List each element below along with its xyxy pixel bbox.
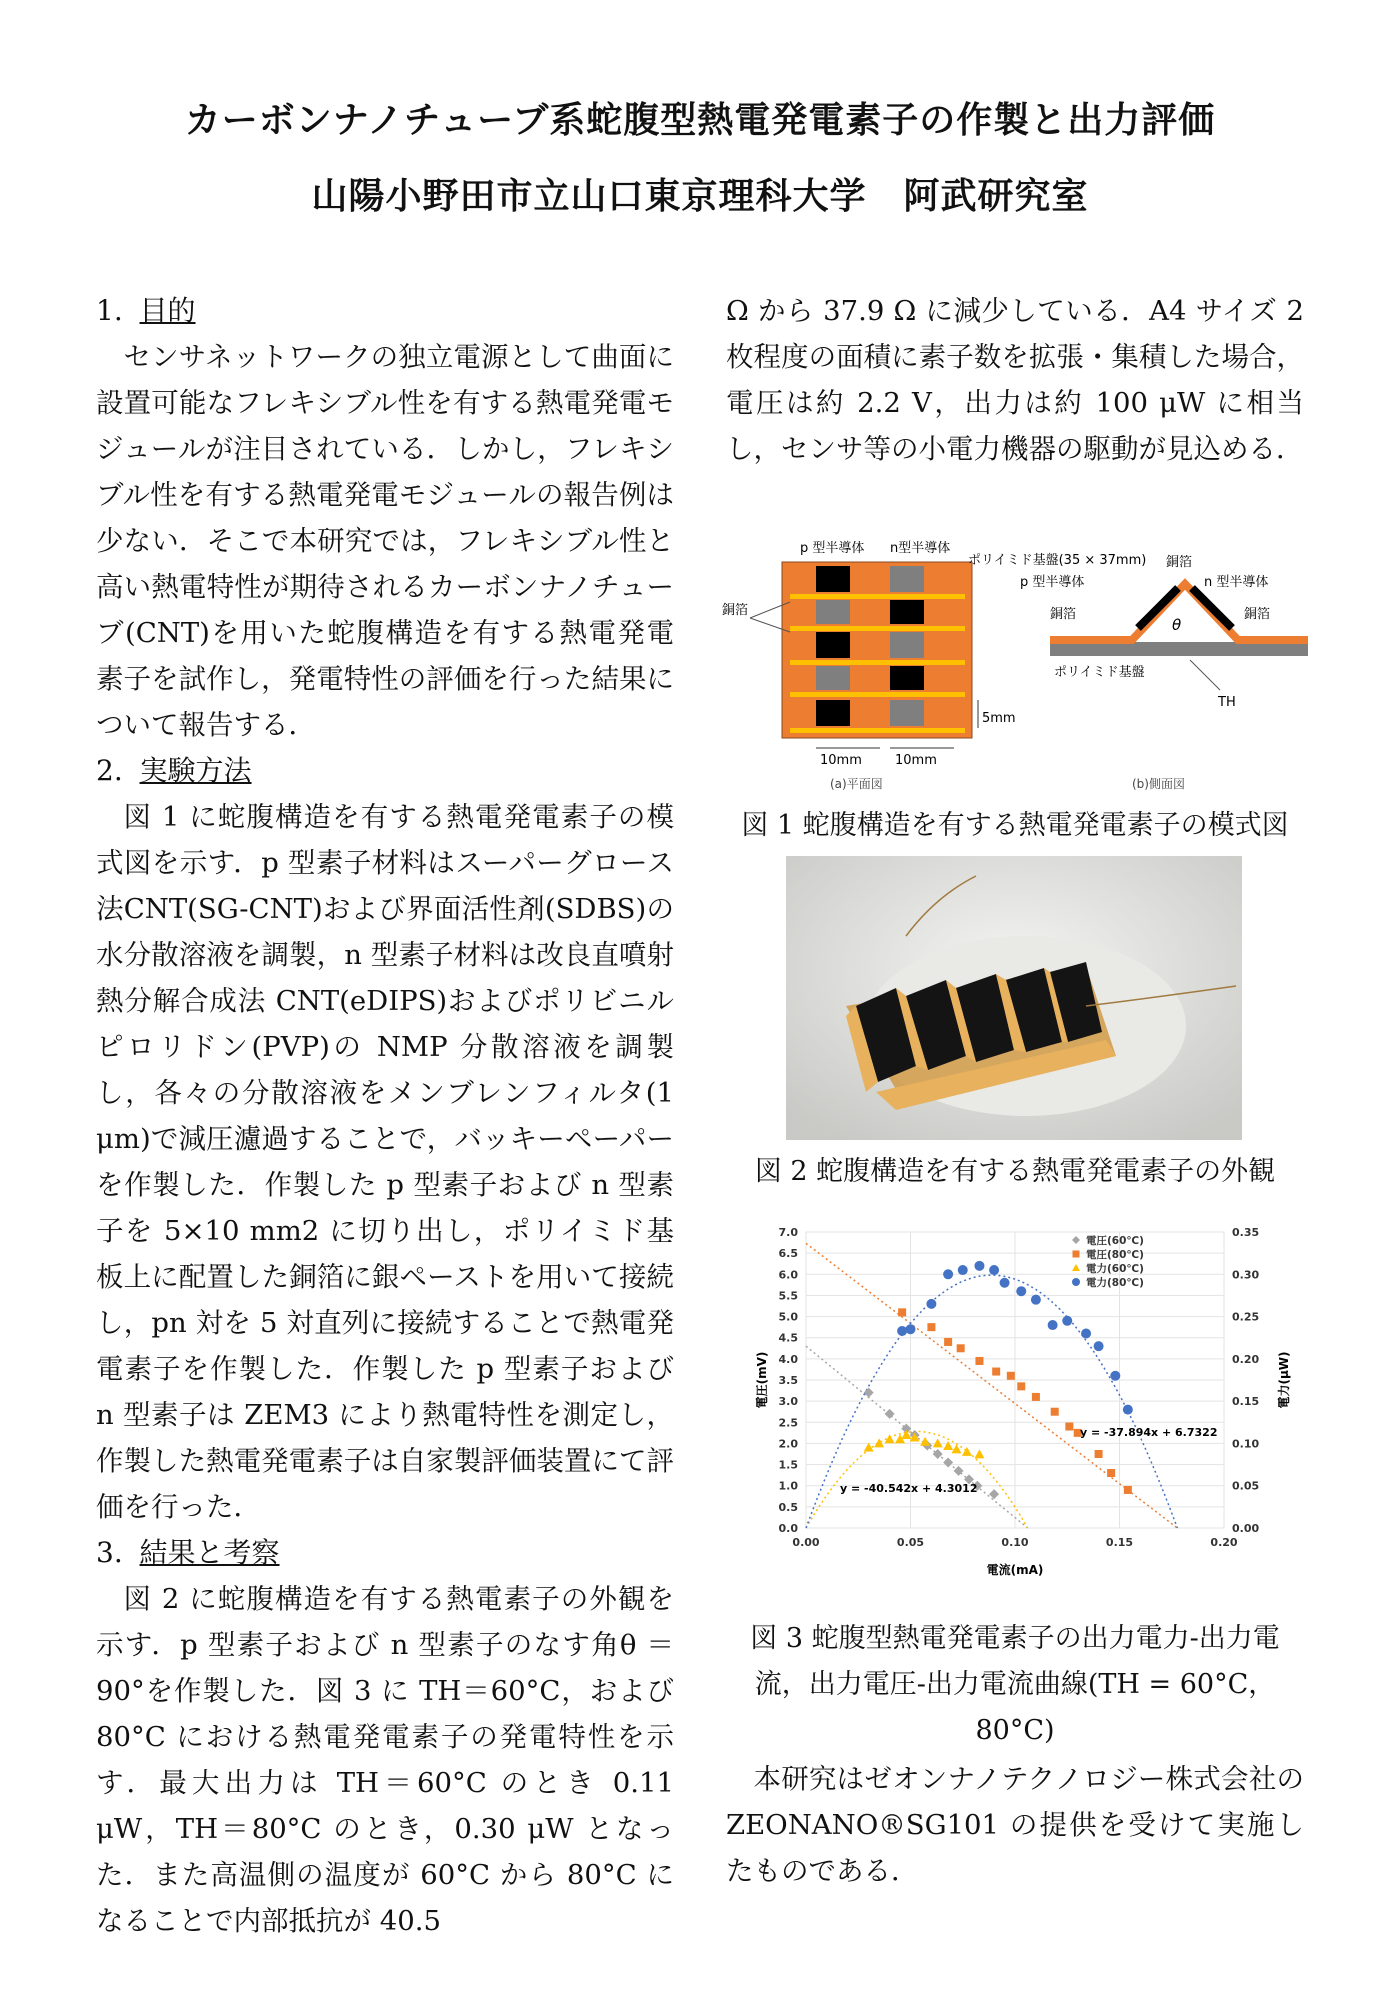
affiliation: 山陽小野田市立山口東京理科大学 阿武研究室	[311, 176, 1089, 217]
y-tick-label: 3.5	[778, 1374, 798, 1387]
data-point	[974, 1261, 984, 1271]
y2-tick-label: 0.15	[1232, 1395, 1260, 1409]
y-tick-label: 6.5	[778, 1247, 798, 1261]
data-point	[1107, 1469, 1115, 1477]
polyimide-substrate-plan	[782, 562, 972, 738]
subcaption-a: (a)平面図	[830, 777, 883, 791]
y-axis-label: 電圧(mV)	[755, 1351, 769, 1409]
data-point	[906, 1324, 916, 1334]
paper-title: カーボンナノチューブ系蛇腹型熱電発電素子の作製と出力評価	[184, 100, 1216, 141]
y-tick-label: 1.0	[778, 1479, 798, 1493]
figure2-caption: 図 2 蛇腹構造を有する熱電発電素子の外観	[754, 1156, 1276, 1187]
data-point	[943, 1441, 953, 1450]
y2-tick-label: 0.05	[1232, 1479, 1260, 1493]
y2-tick-label: 0.00	[1232, 1522, 1260, 1535]
section-heading-results: 3. 結果と考察	[96, 1536, 280, 1569]
data-point	[1123, 1405, 1133, 1415]
paragraph-acknowledgment: 本研究はゼオンナノテクノロジー株式会社の ZEONANO®SG101 の提供を受けて実施したものである．	[726, 1763, 1304, 1887]
data-point	[943, 1269, 953, 1279]
data-point	[957, 1344, 965, 1352]
section-heading-method: 2. 実験方法	[96, 754, 252, 787]
figure3-caption: 図 3 蛇腹型熱電発電素子の出力電力-出力電流，出力電圧-出力電流曲線(TH = 60°C，80°C)	[750, 1623, 1280, 1746]
data-point	[943, 1457, 953, 1467]
trendline-label: y = -37.894x + 6.7322	[1080, 1426, 1218, 1439]
data-point	[974, 1449, 984, 1458]
label-10mm-b: 10mm	[895, 753, 937, 768]
label-polyimide: ポリイミド基盤(35 × 37mm)	[968, 553, 1147, 568]
data-point	[962, 1447, 972, 1456]
figure1-diagram	[720, 522, 1310, 792]
data-point	[1124, 1486, 1132, 1494]
x-tick-label: 0.15	[1105, 1536, 1134, 1549]
data-point	[1095, 1450, 1103, 1458]
legend-marker	[1072, 1264, 1080, 1271]
y2-tick-label: 0.25	[1232, 1310, 1260, 1324]
data-point	[1062, 1316, 1072, 1326]
left-column	[96, 288, 674, 1944]
legend-marker	[1072, 1278, 1080, 1286]
data-point	[1032, 1393, 1040, 1401]
y-tick-label: 2.0	[778, 1437, 798, 1451]
x-tick-label: 0.05	[896, 1536, 925, 1549]
data-point	[951, 1444, 961, 1453]
figure1-caption: 図 1 蛇腹構造を有する熱電発電素子の模式図	[741, 810, 1289, 841]
label-p-semiconductor-side: p 型半導体	[1020, 575, 1085, 590]
x-axis-label: 電流(mA)	[986, 1563, 1044, 1577]
legend-label: 電圧(80℃)	[1086, 1249, 1144, 1261]
y-tick-label: 0.0	[778, 1522, 798, 1535]
y2-tick-label: 0.35	[1232, 1226, 1260, 1239]
data-point	[989, 1489, 999, 1499]
power-fit-curve	[806, 1432, 1028, 1529]
label-polyimide-side: ポリイミド基盤	[1054, 665, 1145, 680]
y-tick-label: 7.0	[778, 1226, 798, 1239]
data-point	[954, 1466, 964, 1476]
data-point	[885, 1409, 895, 1419]
y2-tick-label: 0.10	[1232, 1437, 1260, 1451]
data-point	[1065, 1423, 1073, 1431]
label-copper-side-right: 銅箔	[1244, 607, 1271, 622]
right-column-top	[726, 288, 1304, 472]
y-tick-label: 2.5	[778, 1416, 798, 1430]
right-column-bottom	[726, 1756, 1304, 1894]
legend-label: 電圧(60℃)	[1086, 1235, 1144, 1247]
section-heading-purpose: 1. 目的	[96, 294, 196, 327]
figure3-chart	[750, 1222, 1300, 1592]
data-point	[1081, 1328, 1091, 1338]
y-tick-label: 5.5	[778, 1289, 798, 1303]
data-point	[992, 1368, 1000, 1376]
paragraph-method: 図 1 に蛇腹構造を有する熱電発電素子の模式図を示す．p 型素子材料はスーパーグロース法CNT(SG-CNT)および界面活性剤(SDBS)の水分散溶液を調製，n 型素子材料は改良直噴射熱分解合成法 CNT(eDIPS)およびポリビニルピロリドン(PVP)の NMP 分散溶液を調製し，各々の分散溶液をメンブレンフィルタ(1 μm)で減圧濾過することで，バッキーペーパーを作製した．作製した p 型素子および n 型素子を 5×10 mm2 に切り出し，ポリイミド基板上に配置した銅箔に銀ペーストを用いて接続し，pn 対を 5 対直列に接続することで熱電発電素子を作製した．作製した p 型素子および n 型素子は ZEM3 により熱電特性を測定し，作製した熱電発電素子は自家製評価装置にて評価を行った．	[96, 801, 674, 1523]
subcaption-b: (b)側面図	[1132, 777, 1185, 791]
data-point	[1017, 1382, 1025, 1390]
y-tick-label: 5.0	[778, 1310, 798, 1324]
label-5mm: 5mm	[982, 711, 1016, 726]
data-point	[1000, 1278, 1010, 1288]
legend-marker	[1072, 1236, 1080, 1244]
data-point	[927, 1323, 935, 1331]
y-tick-label: 0.5	[778, 1500, 798, 1514]
data-point	[864, 1388, 874, 1398]
data-point	[1016, 1286, 1026, 1296]
data-point	[975, 1357, 983, 1365]
data-point	[920, 1437, 930, 1446]
polyimide-substrate-side	[1050, 642, 1308, 656]
data-point	[1051, 1408, 1059, 1416]
label-theta: θ	[1172, 616, 1182, 634]
y2-axis-label: 電力(μW)	[1277, 1351, 1291, 1409]
paragraph-results-continued: Ω から 37.9 Ω に減少している．A4 サイズ 2 枚程度の面積に素子数を拡張・集積した場合，電圧は約 2.2 V，出力は約 100 μW に相当し，センサ等の小電力機器の駆動が見込める．	[726, 295, 1304, 465]
y2-tick-label: 0.30	[1232, 1268, 1260, 1282]
data-point	[926, 1299, 936, 1309]
data-point	[897, 1326, 907, 1336]
data-point	[958, 1265, 968, 1275]
label-10mm-a: 10mm	[820, 753, 862, 768]
paragraph-results: 図 2 に蛇腹構造を有する熱電素子の外観を示す．p 型素子および n 型素子のなす角θ ＝ 90°を作製した．図 3 に TH＝60°C，および 80°C における熱電発電素子の発電特性を示す．最大出力は TH＝60°C のとき 0.11 μW，TH＝80°C のとき，0.30 μW となった．また高温側の温度が 60°C から 80°C になることで内部抵抗が 40.5	[96, 1583, 674, 1937]
paragraph-purpose: センサネットワークの独立電源として曲面に設置可能なフレキシブル性を有する熱電発電モジュールが注目されている．しかし，フレキシブル性を有する熱電発電モジュールの報告例は少ない．そこで本研究では，フレキシブル性と高い熱電特性が期待されるカーボンナノチューブ(CNT)を用いた蛇腹構造を有する熱電発電素子を試作し，発電特性の評価を行った結果について報告する．	[96, 341, 674, 741]
label-p-semiconductor: p 型半導体	[800, 541, 865, 556]
y-tick-label: 1.5	[778, 1458, 798, 1472]
label-copper-plan: 銅箔	[722, 603, 749, 618]
trendline-label: y = -40.542x + 4.3012	[840, 1482, 978, 1495]
data-point	[1110, 1371, 1120, 1381]
label-copper-side-left: 銅箔	[1050, 607, 1077, 622]
legend-label: 電力(80℃)	[1086, 1277, 1144, 1289]
data-point	[1031, 1295, 1041, 1305]
data-point	[944, 1338, 952, 1346]
label-th: TH	[1218, 695, 1236, 710]
y-tick-label: 3.0	[778, 1395, 798, 1409]
y-tick-label: 6.0	[778, 1268, 798, 1282]
y2-tick-label: 0.20	[1232, 1352, 1260, 1366]
label-copper-top: 銅箔	[1166, 555, 1193, 570]
label-n-semiconductor-side: n 型半導体	[1204, 575, 1269, 590]
figure2-photo	[786, 856, 1242, 1140]
data-point	[989, 1265, 999, 1275]
data-point	[898, 1308, 906, 1316]
y-tick-label: 4.0	[778, 1352, 798, 1366]
y-tick-label: 4.5	[778, 1331, 798, 1345]
label-n-semiconductor: n型半導体	[890, 541, 951, 556]
x-tick-label: 0.10	[1001, 1536, 1029, 1549]
data-point	[1048, 1320, 1058, 1330]
data-point	[1094, 1341, 1104, 1351]
legend-label: 電力(60℃)	[1086, 1263, 1144, 1275]
x-tick-label: 0.00	[792, 1536, 820, 1549]
x-tick-label: 0.20	[1210, 1536, 1238, 1549]
legend-marker	[1073, 1251, 1080, 1258]
data-point	[1007, 1372, 1015, 1380]
